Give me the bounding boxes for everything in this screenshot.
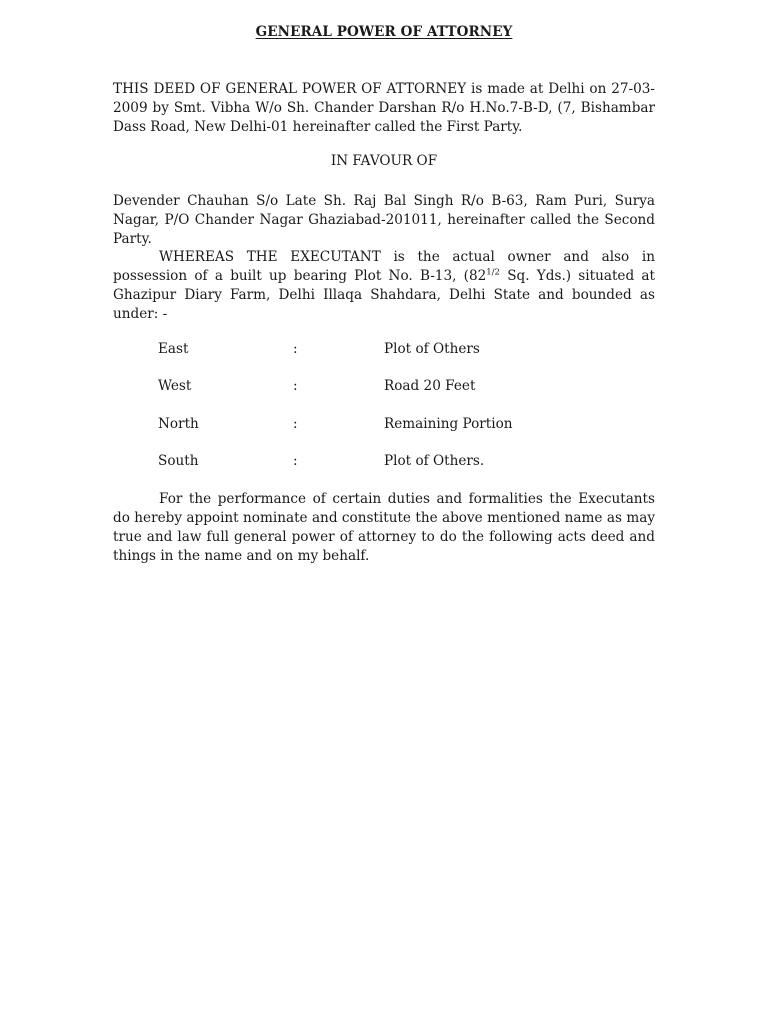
boundary-row-south <box>158 452 638 489</box>
boundary-separator: : <box>293 378 298 395</box>
boundary-row-west <box>158 377 638 414</box>
whereas-paragraph <box>113 248 655 324</box>
boundary-value: Plot of Others <box>384 341 480 357</box>
boundary-value: Remaining Portion <box>384 415 513 432</box>
boundary-direction: South <box>158 452 199 469</box>
document-title: GENERAL POWER OF ATTORNEY <box>255 24 513 40</box>
whereas-text-before: WHEREAS THE EXECUTANT is the actual owner and also in possession of a built up bearing Plot No. B-13, (82 <box>113 249 655 284</box>
boundary-direction: East <box>158 341 189 357</box>
boundary-row-north <box>158 415 638 452</box>
boundary-table <box>158 340 638 489</box>
boundary-direction: West <box>158 378 192 395</box>
boundary-separator: : <box>293 341 298 357</box>
in-favour-of-heading: IN FAVOUR OF <box>330 153 438 169</box>
appointment-paragraph: For the performance of certain duties and formalities the Executants do hereby appoint nominate and constitute the above mentioned name as may true and law full general power of attorney to do the following acts deed and things in the name and on my behalf. <box>113 491 655 564</box>
boundary-value: Plot of Others. <box>384 452 485 469</box>
boundary-separator: : <box>293 415 298 432</box>
boundary-value: Road 20 Feet <box>384 378 476 395</box>
boundary-row-east <box>158 340 638 377</box>
whereas-text-after: Sq. Yds.) situated at Ghazipur Diary Farm, Delhi Illaqa Shahdara, Delhi State and bounded as under: - <box>113 268 655 322</box>
second-party-paragraph: Devender Chauhan S/o Late Sh. Raj Bal Singh R/o B-63, Ram Puri, Surya Nagar, P/O Chander Nagar Ghaziabad-201011, hereinafter called the Second Party. <box>113 193 655 247</box>
boundary-direction: North <box>158 415 199 432</box>
plot-fraction: 1/2 <box>486 267 500 278</box>
first-party-paragraph: THIS DEED OF GENERAL POWER OF ATTORNEY is made at Delhi on 27-03-2009 by Smt. Vibha W/o Sh. Chander Darshan R/o H.No.7-B-D, (7, Bishambar Dass Road, New Delhi-01 hereinafter called the First Party. <box>113 81 655 135</box>
boundary-separator: : <box>293 452 298 469</box>
